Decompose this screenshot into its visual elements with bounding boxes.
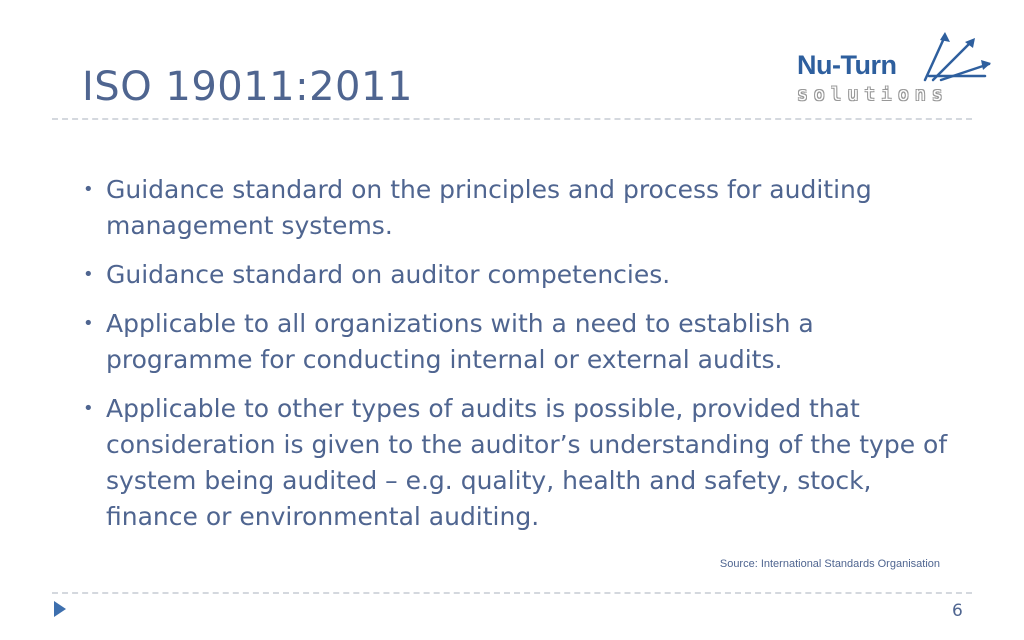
bullet-icon: • [83, 264, 94, 285]
bullet-item: • Applicable to other types of audits is possible, provided that consideration is given to the auditor’s understanding of the type of system being audited – e.g. quality, health and safety, stock, finance or environmental auditing. [82, 391, 962, 535]
footer-divider [52, 592, 972, 594]
header-divider [52, 118, 972, 120]
company-logo [795, 30, 995, 110]
bullet-item: • Guidance standard on the principles and process for auditing management systems. [82, 172, 962, 244]
bullet-icon: • [83, 179, 94, 200]
bullet-icon: • [83, 398, 94, 419]
logo-tagline: solutions [797, 84, 949, 105]
play-icon[interactable] [54, 601, 66, 617]
logo-name: Nu-Turn [797, 50, 897, 80]
arrows-logo-icon [923, 30, 991, 82]
page-number: 6 [952, 601, 963, 621]
bullet-item: • Guidance standard on auditor competencies. [82, 257, 962, 293]
bullet-list [82, 172, 962, 548]
slide-title: ISO 19011:2011 [82, 64, 413, 110]
bullet-icon: • [83, 313, 94, 334]
bullet-item: • Applicable to all organizations with a need to establish a programme for conducting internal or external audits. [82, 306, 962, 378]
source-citation: Source: International Standards Organisation [719, 558, 940, 570]
